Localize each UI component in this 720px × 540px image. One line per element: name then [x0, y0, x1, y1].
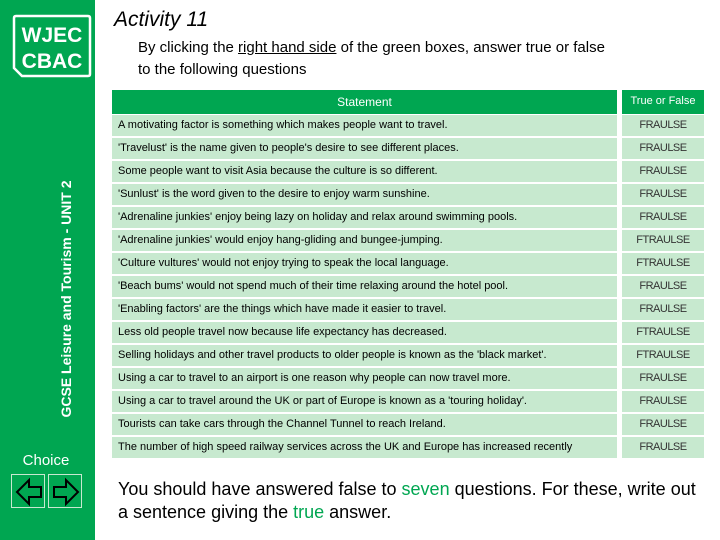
- true-false-toggle[interactable]: FRAULSE: [622, 437, 704, 458]
- table-row: [112, 413, 704, 436]
- table-row: [112, 229, 704, 252]
- true-false-toggle[interactable]: FRAULSE: [622, 414, 704, 435]
- wjec-cbac-logo: [12, 14, 92, 78]
- footer-highlight-true: true: [293, 502, 325, 522]
- true-false-header: True or False: [622, 90, 704, 114]
- instructions-underlined-text: right hand side: [238, 39, 337, 56]
- logo-top-text: WJEC: [21, 24, 83, 47]
- table-row: [112, 367, 704, 390]
- statement-cell: 'Adrenaline junkies' enjoy being lazy on holiday and relax around swimming pools.: [112, 207, 617, 228]
- true-false-toggle[interactable]: FRAULSE: [622, 368, 704, 389]
- previous-button[interactable]: [11, 474, 45, 508]
- choice-label: Choice: [14, 451, 78, 471]
- statement-header: Statement: [112, 90, 617, 114]
- table-row: [112, 298, 704, 321]
- true-false-toggle[interactable]: FTRAULSE: [622, 230, 704, 251]
- true-false-toggle[interactable]: FTRAULSE: [622, 253, 704, 274]
- table-row: [112, 344, 704, 367]
- table-rows: [112, 114, 704, 459]
- instructions-line-1: [138, 37, 713, 59]
- vertical-unit-title: GCSE Leisure and Tourism - UNIT 2: [58, 180, 74, 418]
- true-false-toggle[interactable]: FRAULSE: [622, 207, 704, 228]
- table-row: [112, 390, 704, 413]
- true-false-toggle[interactable]: FRAULSE: [622, 276, 704, 297]
- page-title: Activity 11: [114, 8, 209, 31]
- true-false-toggle[interactable]: FRAULSE: [622, 161, 704, 182]
- table-row: [112, 183, 704, 206]
- statement-cell: 'Culture vultures' would not enjoy trying to speak the local language.: [112, 253, 617, 274]
- statement-cell: The number of high speed railway services across the UK and Europe has increased recently: [112, 437, 617, 458]
- table-row: [112, 436, 704, 459]
- true-false-toggle[interactable]: FRAULSE: [622, 391, 704, 412]
- statement-cell: Some people want to visit Asia because the culture is so different.: [112, 161, 617, 182]
- true-false-toggle[interactable]: FRAULSE: [622, 138, 704, 159]
- statement-cell: Less old people travel now because life expectancy has decreased.: [112, 322, 617, 343]
- footer-text: You should have answered false to: [118, 479, 402, 499]
- footer-text: answer.: [324, 502, 392, 522]
- footer-text: questions. For these, write out a sentence giving the: [118, 479, 696, 522]
- instructions: [138, 37, 713, 81]
- table-row: [112, 275, 704, 298]
- table-header: [112, 90, 704, 114]
- footer-highlight-seven: seven: [401, 479, 450, 499]
- statement-cell: 'Enabling factors' are the things which have made it easier to travel.: [112, 299, 617, 320]
- table-row: [112, 137, 704, 160]
- statement-cell: Using a car to travel around the UK or part of Europe is known as a 'touring holiday'.: [112, 391, 617, 412]
- next-button[interactable]: [48, 474, 82, 508]
- quiz-table: [112, 90, 704, 453]
- instructions-text: By clicking the: [138, 39, 239, 56]
- table-row: [112, 206, 704, 229]
- true-false-toggle[interactable]: FRAULSE: [622, 299, 704, 320]
- true-false-toggle[interactable]: FRAULSE: [622, 115, 704, 136]
- footer-instructions: [118, 478, 708, 524]
- logo-bottom-text: CBAC: [21, 50, 83, 73]
- statement-cell: Tourists can take cars through the Channel Tunnel to reach Ireland.: [112, 414, 617, 435]
- table-row: [112, 114, 704, 137]
- statement-cell: 'Beach bums' would not spend much of their time relaxing around the hotel pool.: [112, 276, 617, 297]
- statement-cell: 'Travelust' is the name given to people's desire to see different places.: [112, 138, 617, 159]
- arrow-left-icon: [12, 475, 46, 509]
- statement-cell: A motivating factor is something which makes people want to travel.: [112, 115, 617, 136]
- table-row: [112, 252, 704, 275]
- arrow-right-icon: [49, 475, 83, 509]
- statement-cell: 'Adrenaline junkies' would enjoy hang-gliding and bungee-jumping.: [112, 230, 617, 251]
- table-row: [112, 321, 704, 344]
- statement-cell: 'Sunlust' is the word given to the desire to enjoy warm sunshine.: [112, 184, 617, 205]
- instructions-text: of the green boxes, answer true or false: [336, 39, 605, 56]
- table-row: [112, 160, 704, 183]
- true-false-toggle[interactable]: FTRAULSE: [622, 345, 704, 366]
- statement-cell: Selling holidays and other travel products to older people is known as the 'black market'.: [112, 345, 617, 366]
- statement-cell: Using a car to travel to an airport is one reason why people can now travel more.: [112, 368, 617, 389]
- true-false-toggle[interactable]: FTRAULSE: [622, 322, 704, 343]
- instructions-line-2: to the following questions: [138, 61, 307, 78]
- true-false-toggle[interactable]: FRAULSE: [622, 184, 704, 205]
